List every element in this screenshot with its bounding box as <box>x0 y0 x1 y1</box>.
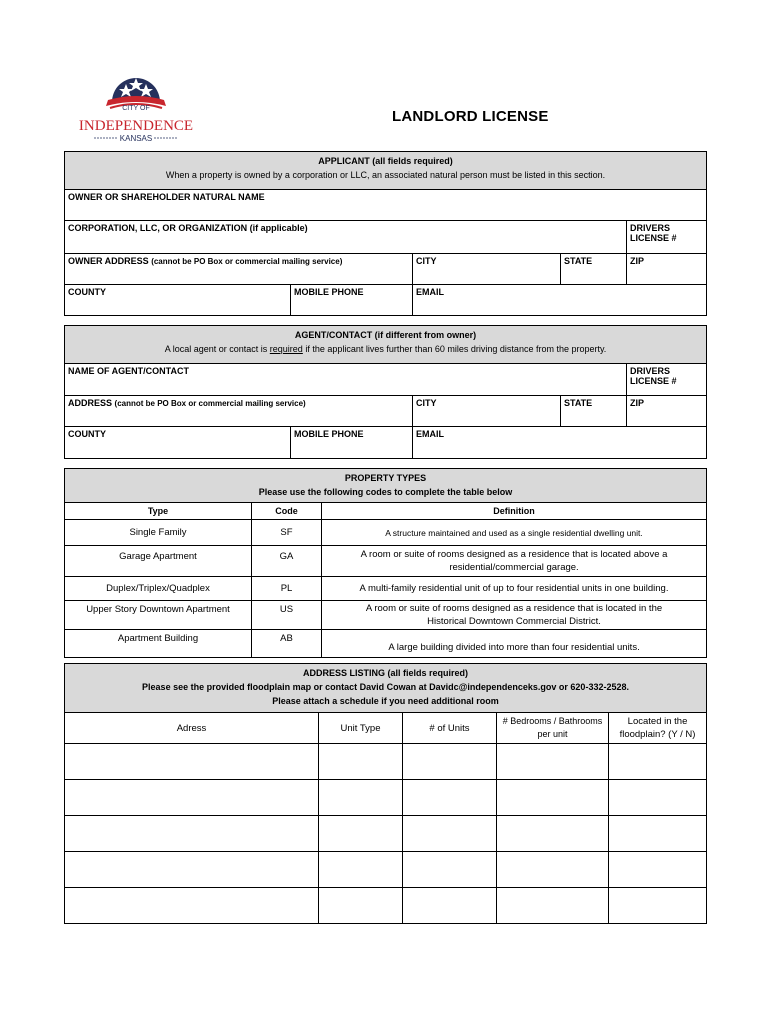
bed-bath-input-cell[interactable] <box>497 816 609 852</box>
property-types-subheading: Please use the following codes to complete the table below <box>258 487 513 497</box>
unit-type-input-cell[interactable] <box>319 852 403 888</box>
owner-mobile-field[interactable] <box>291 285 413 316</box>
agent-heading: AGENT/CONTACT (if different from owner) <box>294 330 477 340</box>
page-title: LANDLORD LICENSE <box>392 108 549 125</box>
col-floodplain-header: Located in the floodplain? (Y / N) <box>609 713 707 744</box>
property-types-heading: PROPERTY TYPES <box>344 473 427 483</box>
units-input-cell[interactable] <box>403 888 497 924</box>
units-input-cell[interactable] <box>403 780 497 816</box>
type-cell: Upper Story Downtown Apartment <box>65 601 252 630</box>
owner-name-field[interactable] <box>65 190 707 221</box>
units-input-cell[interactable] <box>403 744 497 780</box>
agent-zip-label: ZIP <box>630 398 645 408</box>
col-address-header: Adress <box>65 713 319 744</box>
type-cell: Single Family <box>65 520 252 546</box>
address-input-cell[interactable] <box>65 888 319 924</box>
address-input-cell[interactable] <box>65 852 319 888</box>
col-code-header: Code <box>252 503 322 520</box>
bed-bath-input-cell[interactable] <box>497 744 609 780</box>
owner-email-field[interactable] <box>413 285 707 316</box>
unit-type-input-cell[interactable] <box>319 888 403 924</box>
mobile-label: MOBILE PHONE <box>294 287 364 297</box>
logo-main-text: INDEPENDENCE <box>78 118 194 134</box>
owner-city-field[interactable] <box>413 254 561 285</box>
col-bed-bath-header: # Bedrooms / Bathrooms per unit <box>497 713 609 744</box>
table-row <box>65 630 707 658</box>
state-label: STATE <box>564 256 593 266</box>
unit-type-input-cell[interactable] <box>319 744 403 780</box>
code-cell: GA <box>252 546 322 577</box>
applicant-header <box>65 152 707 190</box>
applicant-note: When a property is owned by a corporation or LLC, an associated natural person must be listed in this section. <box>165 170 606 180</box>
address-listing-header <box>65 664 707 713</box>
address-input-cell[interactable] <box>65 744 319 780</box>
agent-county-label: COUNTY <box>68 429 106 439</box>
agent-county-field[interactable] <box>65 427 291 459</box>
owner-drivers-license-field[interactable] <box>627 221 707 254</box>
table-row <box>65 888 707 924</box>
agent-mobile-label: MOBILE PHONE <box>294 429 364 439</box>
table-row <box>65 816 707 852</box>
agent-email-label: EMAIL <box>416 429 444 439</box>
county-label: COUNTY <box>68 287 106 297</box>
code-cell: PL <box>252 577 322 601</box>
address-input-cell[interactable] <box>65 780 319 816</box>
table-row <box>65 601 707 630</box>
drivers-license-label: DRIVERS LICENSE # <box>630 223 677 243</box>
floodplain-input-cell[interactable] <box>609 744 707 780</box>
address-listing-heading: ADDRESS LISTING (all fields required) <box>303 668 469 678</box>
property-types-section <box>64 468 707 658</box>
owner-address-label: OWNER ADDRESS <box>68 256 149 266</box>
owner-name-label: OWNER OR SHAREHOLDER NATURAL NAME <box>68 192 265 202</box>
table-row <box>65 852 707 888</box>
agent-note: A local agent or contact is required if the applicant lives further than 60 miles driving distance from the property. <box>164 344 607 354</box>
agent-address-field[interactable] <box>65 396 413 427</box>
agent-city-field[interactable] <box>413 396 561 427</box>
email-label: EMAIL <box>416 287 444 297</box>
applicant-heading: APPLICANT (all fields required) <box>318 156 453 166</box>
definition-cell: A room or suite of rooms designed as a residence that is located above a residential/commercial garage. <box>322 546 707 577</box>
bed-bath-input-cell[interactable] <box>497 852 609 888</box>
floodplain-input-cell[interactable] <box>609 888 707 924</box>
agent-city-label: CITY <box>416 398 437 408</box>
units-input-cell[interactable] <box>403 816 497 852</box>
type-cell: Apartment Building <box>65 630 252 658</box>
owner-state-field[interactable] <box>561 254 627 285</box>
corporation-field[interactable] <box>65 221 627 254</box>
floodplain-input-cell[interactable] <box>609 852 707 888</box>
owner-zip-field[interactable] <box>627 254 707 285</box>
floodplain-contact-note: Please see the provided floodplain map or contact David Cowan at Davidc@independenceks.gov or 620-332-2528. <box>142 682 629 692</box>
address-listing-section <box>64 663 707 924</box>
agent-address-label: ADDRESS <box>68 398 113 408</box>
table-row <box>65 577 707 601</box>
agent-drivers-license-label: DRIVERS LICENSE # <box>630 366 677 386</box>
code-cell: AB <box>252 630 322 658</box>
applicant-section <box>64 151 707 316</box>
logo-top-text: CITY OF <box>122 105 150 112</box>
city-label: CITY <box>416 256 437 266</box>
definition-cell: A multi-family residential unit of up to four residential units in one building. <box>322 577 707 601</box>
table-row <box>65 744 707 780</box>
agent-state-field[interactable] <box>561 396 627 427</box>
col-unit-type-header: Unit Type <box>319 713 403 744</box>
agent-name-label: NAME OF AGENT/CONTACT <box>68 366 189 376</box>
floodplain-input-cell[interactable] <box>609 816 707 852</box>
agent-state-label: STATE <box>564 398 593 408</box>
col-units-header: # of Units <box>403 713 497 744</box>
owner-county-field[interactable] <box>65 285 291 316</box>
owner-address-field[interactable] <box>65 254 413 285</box>
attach-schedule-note: Please attach a schedule if you need additional room <box>272 696 499 706</box>
agent-mobile-field[interactable] <box>291 427 413 459</box>
logo-sub-text: KANSAS <box>119 134 153 143</box>
unit-type-input-cell[interactable] <box>319 816 403 852</box>
owner-address-note: (cannot be PO Box or commercial mailing service) <box>151 257 343 266</box>
zip-label: ZIP <box>630 256 645 266</box>
col-type-header: Type <box>65 503 252 520</box>
code-cell: US <box>252 601 322 630</box>
definition-cell: A large building divided into more than four residential units. <box>322 630 707 658</box>
type-cell: Duplex/Triplex/Quadplex <box>65 577 252 601</box>
code-cell: SF <box>252 520 322 546</box>
agent-header <box>65 326 707 364</box>
unit-type-input-cell[interactable] <box>319 780 403 816</box>
city-logo <box>74 70 198 144</box>
property-types-header <box>65 469 707 503</box>
table-row <box>65 546 707 577</box>
col-definition-header: Definition <box>322 503 707 520</box>
agent-email-field[interactable] <box>413 427 707 459</box>
address-input-cell[interactable] <box>65 816 319 852</box>
definition-cell: A room or suite of rooms designed as a residence that is located in the Historical Downtown Commercial District. <box>322 601 707 630</box>
floodplain-input-cell[interactable] <box>609 780 707 816</box>
type-cell: Garage Apartment <box>65 546 252 577</box>
agent-name-field[interactable] <box>65 364 627 396</box>
definition-cell: A structure maintained and used as a single residential dwelling unit. <box>322 520 707 546</box>
table-row <box>65 780 707 816</box>
table-row <box>65 520 707 546</box>
agent-drivers-license-field[interactable] <box>627 364 707 396</box>
agent-zip-field[interactable] <box>627 396 707 427</box>
corporation-label: CORPORATION, LLC, OR ORGANIZATION (if applicable) <box>68 223 308 233</box>
bed-bath-input-cell[interactable] <box>497 888 609 924</box>
agent-address-note: (cannot be PO Box or commercial mailing service) <box>114 399 306 408</box>
units-input-cell[interactable] <box>403 852 497 888</box>
agent-section <box>64 325 707 459</box>
bed-bath-input-cell[interactable] <box>497 780 609 816</box>
